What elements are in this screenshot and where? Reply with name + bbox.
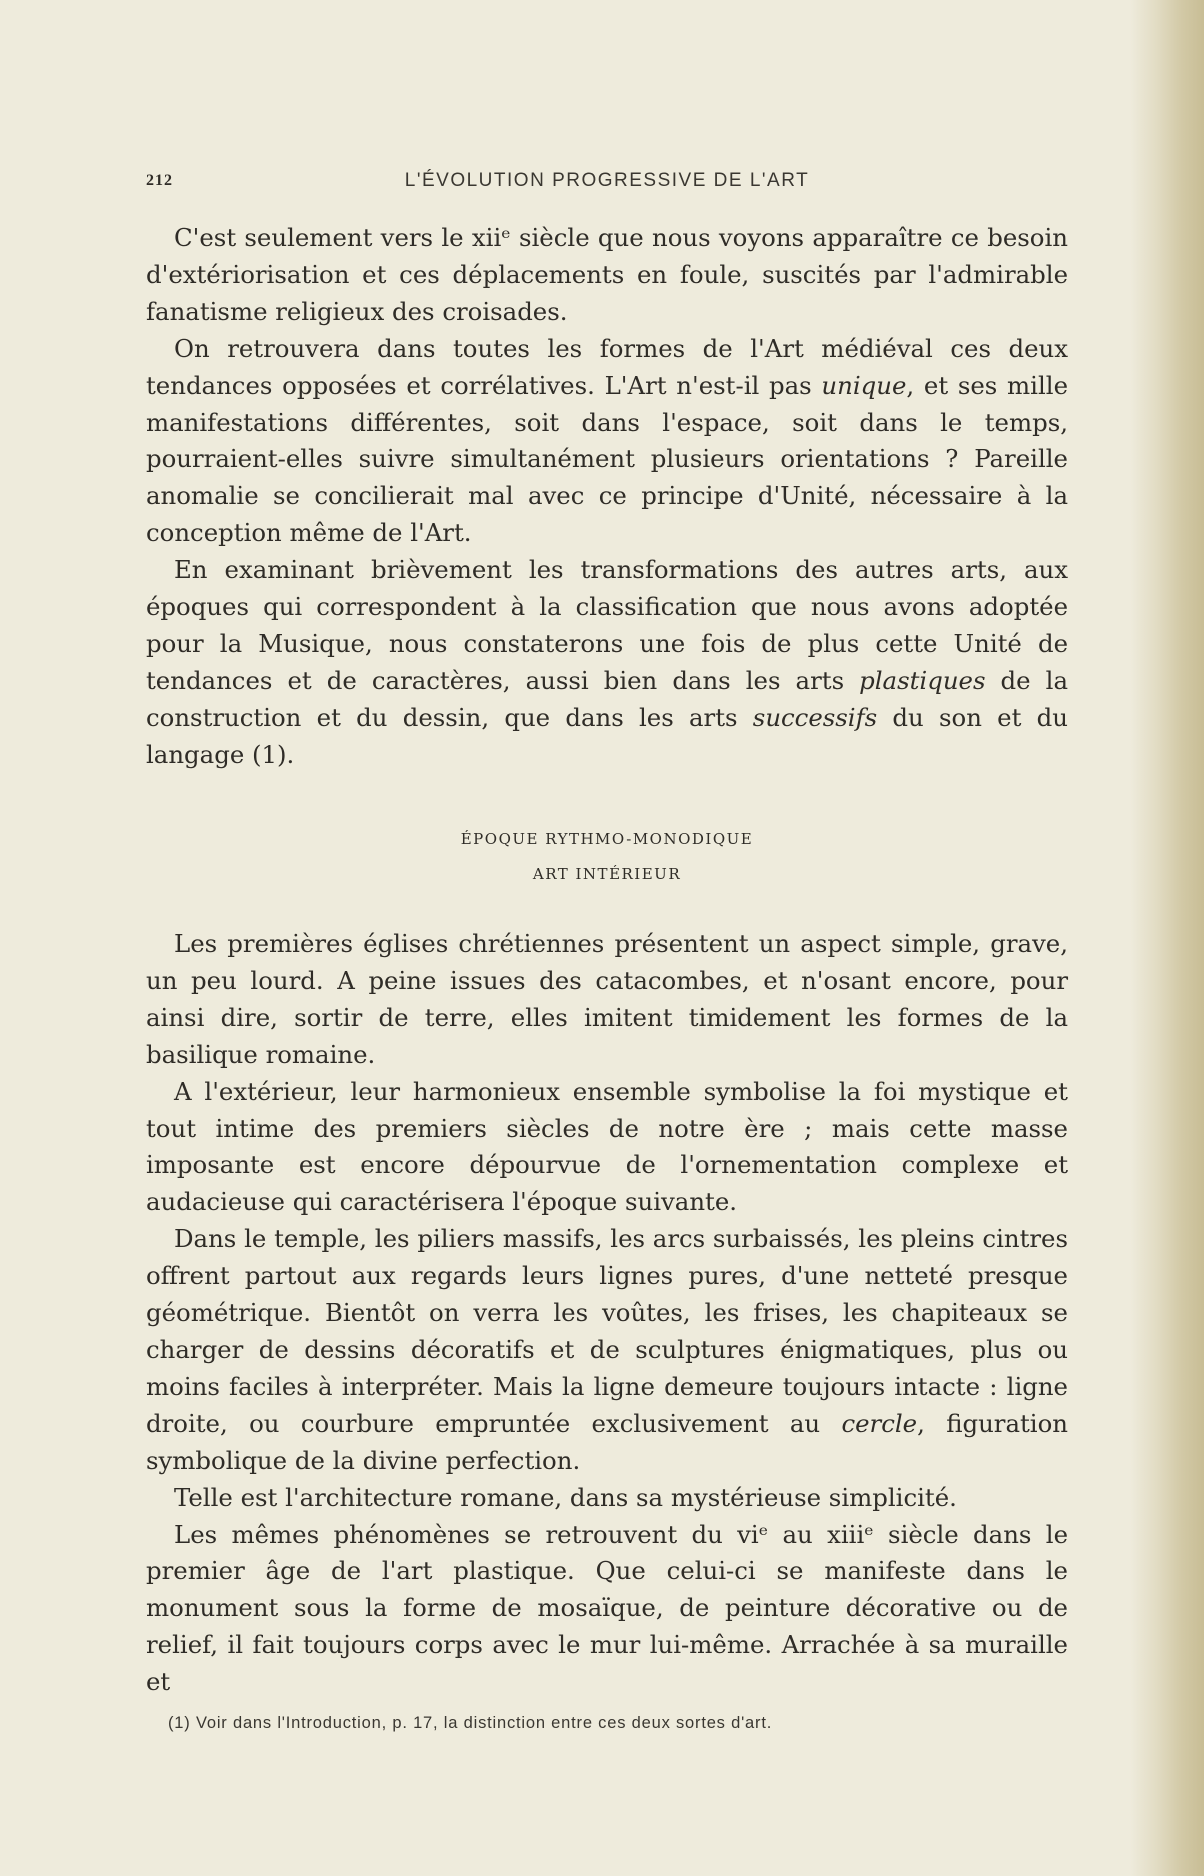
paragraph — [146, 1074, 1068, 1222]
text-run: Les premières églises chrétiennes présentent un aspect simple, grave, un peu lourd. A peine issues des catacombes, et n'osant encore, pour ainsi dire, sortir de terre, elles imitent timidement les formes de la basilique romaine. — [146, 929, 1068, 1069]
text-run: du son et du langage (1). — [146, 702, 1068, 769]
italic-text: plastiques — [859, 665, 986, 695]
text-run: C'est seulement vers le xiiᵉ siècle que nous voyons apparaître ce besoin d'extériorisation et ces déplacements en foule, suscités par l'admirable fanatisme religieux des croisades. — [146, 223, 1068, 326]
italic-text: successifs — [752, 702, 878, 732]
paragraph — [146, 926, 1068, 1074]
italic-text: unique — [821, 370, 907, 400]
paragraph — [146, 1517, 1068, 1702]
text-run: Dans le temple, les piliers massifs, les arcs surbaissés, les pleins cintres offrent partout aux regards leurs lignes pures, d'une netteté presque géométrique. Bientôt on verra les voûtes, les frises, les chapiteaux se charger de dessins décoratifs et de sculptures énigmatiques, plus ou moins faciles à interpréter. Mais la ligne demeure toujours intacte : ligne droite, ou courbure empruntée exclusivement au — [146, 1224, 1068, 1438]
text-run: Telle est l'architecture romane, dans sa mystérieuse simplicité. — [174, 1482, 957, 1512]
page-number: 212 — [146, 172, 173, 189]
italic-text: cercle — [841, 1408, 918, 1438]
text-run: de la construction et du dessin, que dans les arts — [146, 665, 1068, 732]
paragraph — [146, 552, 1068, 773]
text-run: , figuration symbolique de la divine perfection. — [146, 1408, 1068, 1475]
running-title: L'ÉVOLUTION PROGRESSIVE DE L'ART — [404, 170, 810, 191]
paragraph — [146, 1480, 1068, 1517]
running-head — [146, 170, 1068, 196]
text-run: On retrouvera dans toutes les formes de l'Art médiéval ces deux tendances opposées et corrélatives. L'Art n'est-il pas — [146, 333, 1068, 400]
section-heading-line-2: ART INTÉRIEUR — [532, 865, 682, 883]
paragraph — [146, 220, 1068, 331]
section-heading — [146, 822, 1068, 892]
body-text-before-heading — [146, 220, 1068, 774]
text-run: Les mêmes phénomènes se retrouvent du viᵉ au xiiiᵉ siècle dans le premier âge de l'art plastique. Que celui-ci se manifeste dans le monument sous la forme de mosaïque, de peinture décorative ou de relief, il fait toujours corps avec le mur lui-même. Arrachée à sa muraille et — [146, 1519, 1068, 1697]
paragraph — [146, 331, 1068, 552]
text-run: En examinant brièvement les transformations des autres arts, aux époques qui correspondent à la classification que nous avons adoptée pour la Musique, nous constaterons une fois de plus cette Unité de tendances et de caractères, aussi bien dans les arts — [146, 555, 1068, 695]
text-run: A l'extérieur, leur harmonieux ensemble symbolise la foi mystique et tout intime des premiers siècles de notre ère ; mais cette masse imposante est encore dépourvue de l'ornementation complexe et audacieuse qui caractérisera l'époque suivante. — [146, 1076, 1068, 1217]
body-text-after-heading — [146, 926, 1068, 1701]
page-edge-shadow — [1130, 0, 1204, 1876]
section-heading-line-1: ÉPOQUE RYTHMO-MONODIQUE — [460, 830, 754, 848]
text-run: , et ses mille manifestations différentes, soit dans l'espace, soit dans le temps, pourraient-elles suivre simultanément plusieurs orientations ? Pareille anomalie se concilierait mal avec ce principe d'Unité, nécessaire à la conception même de l'Art. — [146, 370, 1069, 548]
footnote: (1) Voir dans l'Introduction, p. 17, la distinction entre ces deux sortes d'art. — [168, 1714, 773, 1732]
paragraph — [146, 1221, 1068, 1479]
